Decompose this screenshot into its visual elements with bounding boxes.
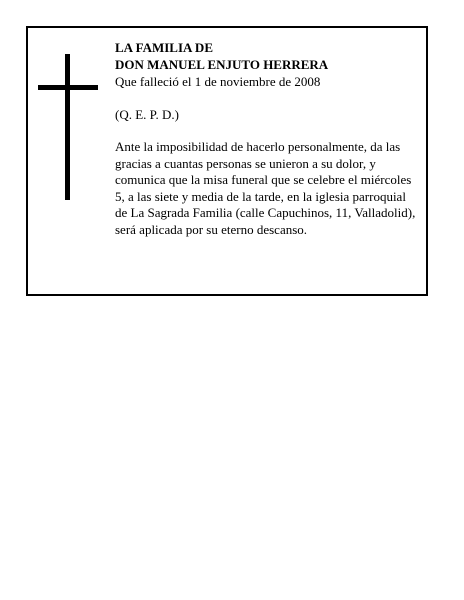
cross-vertical-beam <box>65 54 70 200</box>
notice-text-block <box>115 39 420 238</box>
date-of-death: Que falleció el 1 de noviembre de 2008 <box>115 74 321 89</box>
family-heading: LA FAMILIA DE <box>115 40 213 55</box>
rip-text: (Q. E. P. D.) <box>115 107 179 122</box>
notice-body-paragraph: Ante la imposibilidad de hacerlo personalmente, da las gracias a cuantas personas se unieron a su dolor, y comunica que la misa funeral que se celebre el miércoles 5, a las siete y media de la tarde, en la iglesia parroquial de La Sagrada Familia (calle Capuchinos, 11, Valladolid), será aplicada por su eterno descanso. <box>115 139 416 237</box>
cross-icon <box>38 54 98 200</box>
cross-horizontal-beam <box>38 85 98 90</box>
obituary-notice-card <box>26 26 428 296</box>
deceased-name: DON MANUEL ENJUTO HERRERA <box>115 57 329 72</box>
